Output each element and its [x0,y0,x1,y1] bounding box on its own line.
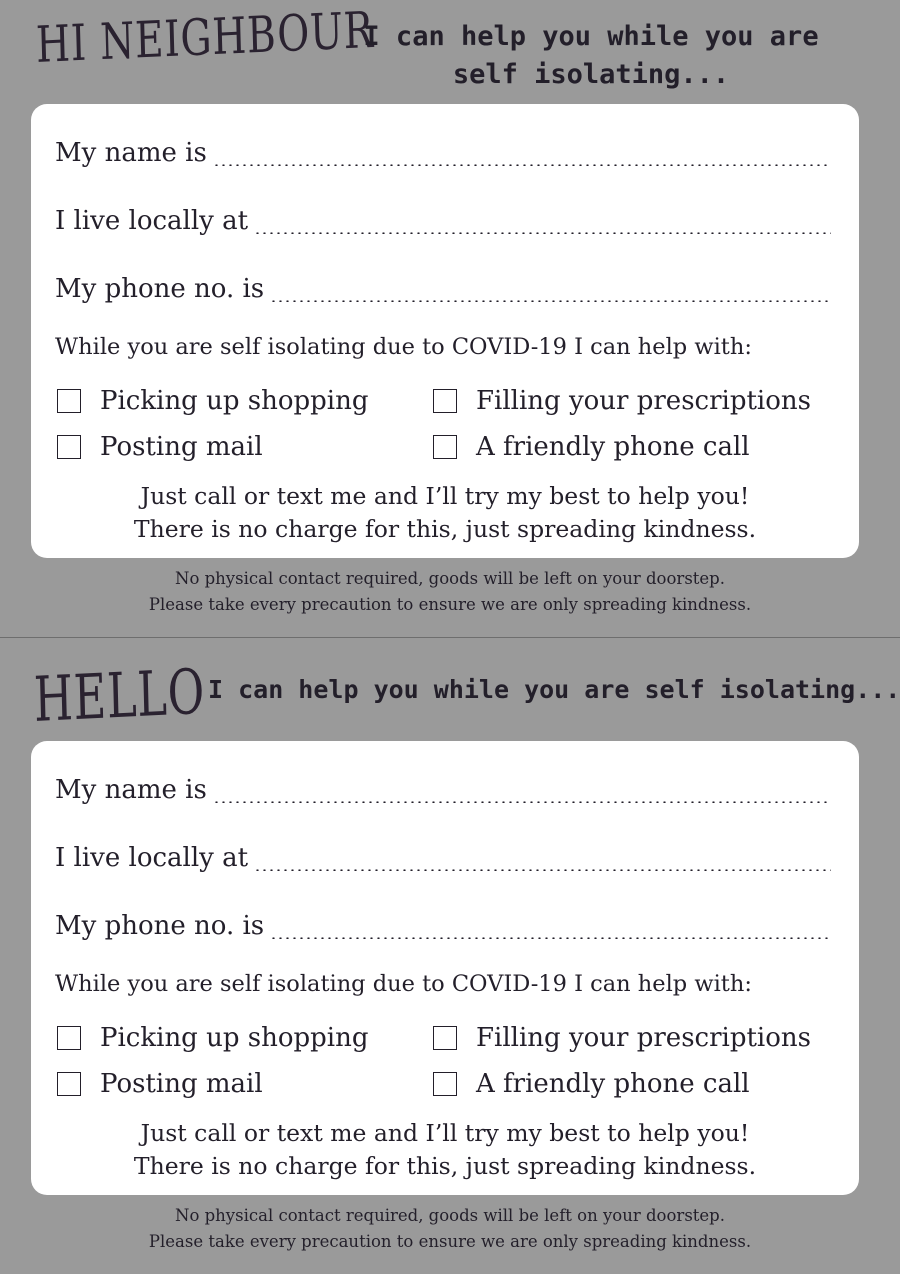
option-shopping [57,386,368,416]
checkbox-phone-call[interactable] [433,1072,457,1096]
option-prescriptions-label: Filling your prescriptions [476,386,811,416]
checkbox-prescriptions[interactable] [433,389,457,413]
phone-field[interactable] [55,911,831,947]
phone-field[interactable] [55,274,831,310]
option-mail-label: Posting mail [100,432,263,462]
name-field[interactable] [55,138,831,174]
address-label: I live locally at [55,843,249,873]
checkbox-prescriptions[interactable] [433,1026,457,1050]
option-mail [57,1069,263,1099]
checkbox-mail[interactable] [57,435,81,459]
help-intro: While you are self isolating due to COVID-19 I can help with: [55,334,752,360]
headline-line-2: self isolating... [452,59,730,90]
closing-message [31,1117,859,1183]
phone-label: My phone no. is [55,911,265,941]
option-phone-call-label: A friendly phone call [476,432,750,462]
footer-line-2: Please take every precaution to ensure we are only spreading kindness. [148,1232,752,1251]
dotted-line [270,300,831,302]
name-label: My name is [55,775,207,805]
closing-line-2: There is no charge for this, just spreading kindness. [133,515,757,543]
greeting-title: HI NEIGHBOUR [35,0,375,74]
dotted-line [254,869,831,871]
name-label: My name is [55,138,207,168]
footer-line-2: Please take every precaution to ensure we are only spreading kindness. [148,595,752,614]
checkbox-phone-call[interactable] [433,435,457,459]
option-phone-call [433,432,750,462]
option-shopping-label: Picking up shopping [100,1023,369,1053]
option-shopping-label: Picking up shopping [100,386,369,416]
footer-note [0,1203,900,1255]
headline [356,18,826,94]
option-phone-call-label: A friendly phone call [476,1069,750,1099]
phone-label: My phone no. is [55,274,265,304]
form-panel [31,104,859,558]
card-hello [0,637,900,1274]
form-panel [31,741,859,1195]
address-field[interactable] [55,843,831,879]
option-prescriptions [433,386,811,416]
dotted-line [213,164,831,166]
closing-line-2: There is no charge for this, just spreading kindness. [133,1152,757,1180]
address-field[interactable] [55,206,831,242]
option-mail [57,432,263,462]
closing-message [31,480,859,546]
option-shopping [57,1023,368,1053]
option-mail-label: Posting mail [100,1069,263,1099]
dotted-line [213,801,831,803]
checkbox-shopping[interactable] [57,389,81,413]
checkbox-shopping[interactable] [57,1026,81,1050]
headline: I can help you while you are self isolating... [208,675,900,704]
footer-note [0,566,900,618]
help-intro: While you are self isolating due to COVID-19 I can help with: [55,971,752,997]
address-label: I live locally at [55,206,249,236]
footer-line-1: No physical contact required, goods will be left on your doorstep. [175,569,725,588]
dotted-line [270,937,831,939]
checkbox-mail[interactable] [57,1072,81,1096]
closing-line-1: Just call or text me and I’ll try my best to help you! [140,1119,750,1147]
option-prescriptions-label: Filling your prescriptions [476,1023,811,1053]
name-field[interactable] [55,775,831,811]
closing-line-1: Just call or text me and I’ll try my best to help you! [140,482,750,510]
footer-line-1: No physical contact required, goods will be left on your doorstep. [175,1206,725,1225]
greeting-title: HELLO [33,654,206,736]
option-phone-call [433,1069,750,1099]
dotted-line [254,232,831,234]
headline-line-1: I can help you while you are [363,21,819,52]
option-prescriptions [433,1023,811,1053]
